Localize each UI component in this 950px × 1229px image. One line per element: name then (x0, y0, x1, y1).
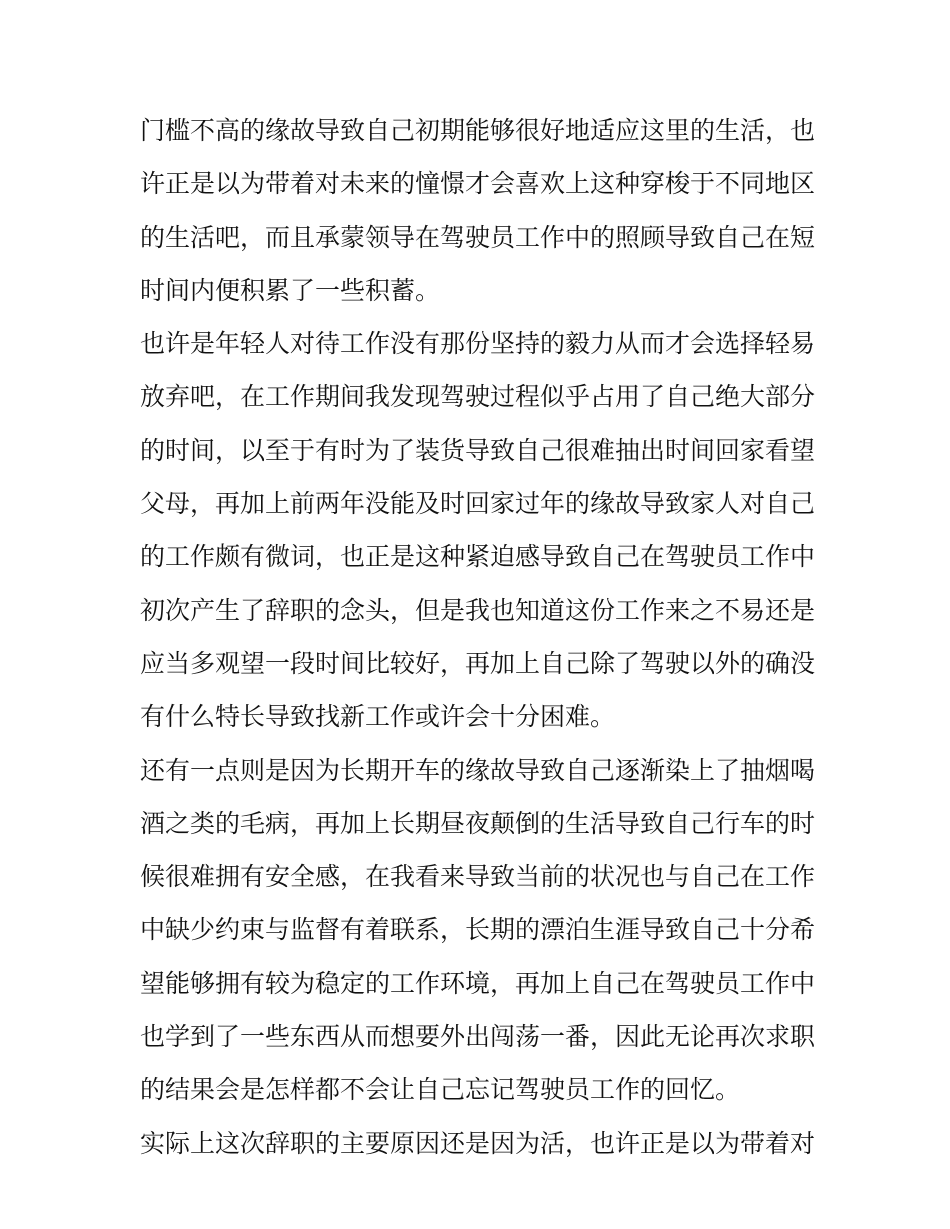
text-line-2: 许正是以为带着对未来的憧憬才会喜欢上这种穿梭于不同地区 (140, 169, 816, 199)
text-line-18: 也学到了一些东西从而想要外出闯荡一番，因此无论再次求职 (140, 1022, 816, 1052)
text-line-6: 放弃吧，在工作期间我发现驾驶过程似乎占用了自己绝大部分 (140, 382, 816, 412)
text-line-20: 实际上这次辞职的主要原因还是因为活，也许正是以为带着对 (140, 1128, 816, 1158)
text-line-3: 的生活吧，而且承蒙领导在驾驶员工作中的照顾导致自己在短 (140, 222, 816, 252)
text-line-17: 望能够拥有较为稳定的工作环境，再加上自己在驾驶员工作中 (140, 968, 816, 998)
text-line-12: 有什么特长导致找新工作或许会十分困难。 (140, 702, 616, 732)
text-line-1: 门槛不高的缘故导致自己初期能够很好地适应这里的生活，也 (140, 116, 816, 145)
text-line-5: 也许是年轻人对待工作没有那份坚持的毅力从而才会选择轻易 (140, 329, 816, 359)
text-line-4: 时间内便积累了一些积蓄。 (140, 275, 441, 305)
text-line-13: 还有一点则是因为长期开车的缘故导致自己逐渐染上了抽烟喝 (140, 755, 816, 785)
body-text (140, 104, 820, 1170)
text-line-19: 的结果会是怎样都不会让自己忘记驾驶员工作的回忆。 (140, 1075, 741, 1105)
text-line-10: 初次产生了辞职的念头，但是我也知道这份工作来之不易还是 (140, 595, 816, 625)
text-line-16: 中缺少约束与监督有着联系，长期的漂泊生涯导致自己十分希 (140, 915, 816, 945)
text-line-15: 候很难拥有安全感，在我看来导致当前的状况也与自己在工作 (140, 862, 816, 892)
text-line-8: 父母，再加上前两年没能及时回家过年的缘故导致家人对自己 (140, 489, 816, 519)
text-line-7: 的时间，以至于有时为了装货导致自己很难抽出时间回家看望 (140, 435, 816, 465)
text-line-9: 的工作颇有微词，也正是这种紧迫感导致自己在驾驶员工作中 (140, 542, 816, 572)
text-line-14: 酒之类的毛病，再加上长期昼夜颠倒的生活导致自己行车的时 (140, 808, 816, 838)
text-line-11: 应当多观望一段时间比较好，再加上自己除了驾驶以外的确没 (140, 648, 816, 678)
